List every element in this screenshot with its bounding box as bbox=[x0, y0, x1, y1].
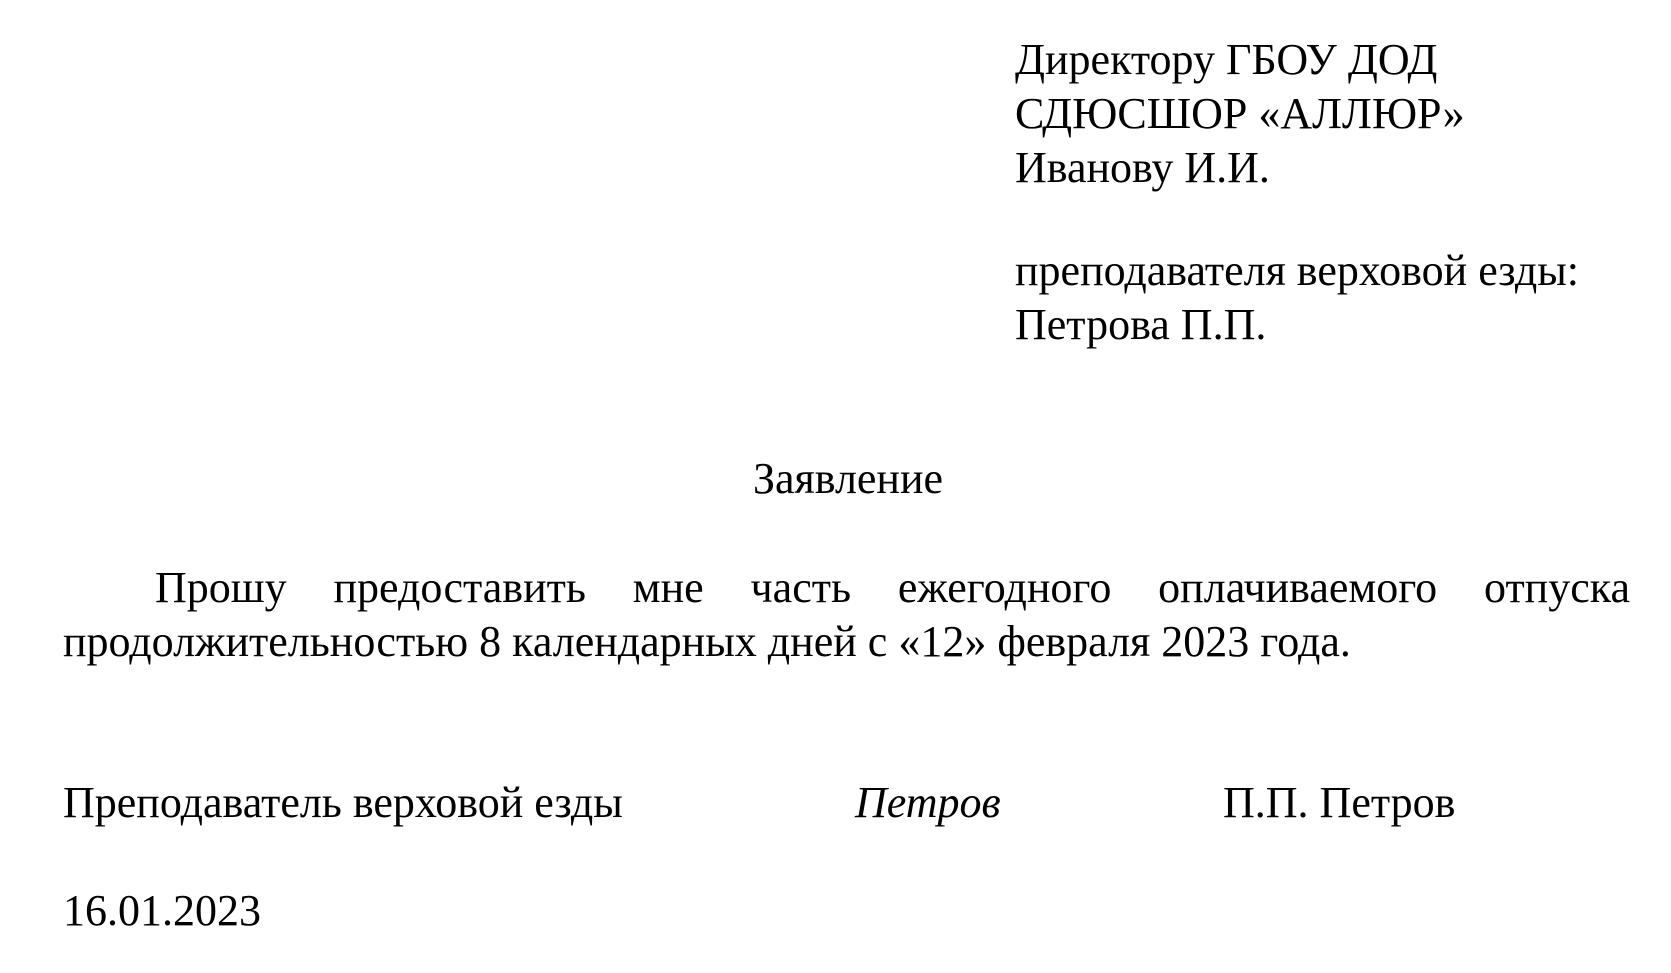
addressee-line-2: СДЮСШОР «АЛЛЮР» bbox=[1015, 89, 1465, 138]
sender-line-1: преподавателя верховой езды: bbox=[1015, 246, 1580, 295]
addressee-line-3: Иванову И.И. bbox=[1015, 143, 1270, 192]
signature-position: Преподаватель верховой езды bbox=[63, 778, 623, 827]
document-title: Заявление bbox=[752, 454, 944, 503]
sender-line-2: Петрова П.П. bbox=[1015, 300, 1267, 349]
document-body: Прошу предоставить мне часть ежегодного оплачиваемого отпуска продолжительностью 8 календарных дней с «12» февраля 2023 года. bbox=[63, 563, 1630, 666]
addressee-line-1: Директору ГБОУ ДОД bbox=[1015, 35, 1438, 84]
signature-name: П.П. Петров bbox=[1223, 778, 1456, 827]
sender-block bbox=[1015, 244, 1655, 352]
addressee-block bbox=[1015, 33, 1655, 195]
handwritten-signature: Петров bbox=[855, 778, 1001, 827]
document-date: 16.01.2023 bbox=[63, 886, 261, 935]
